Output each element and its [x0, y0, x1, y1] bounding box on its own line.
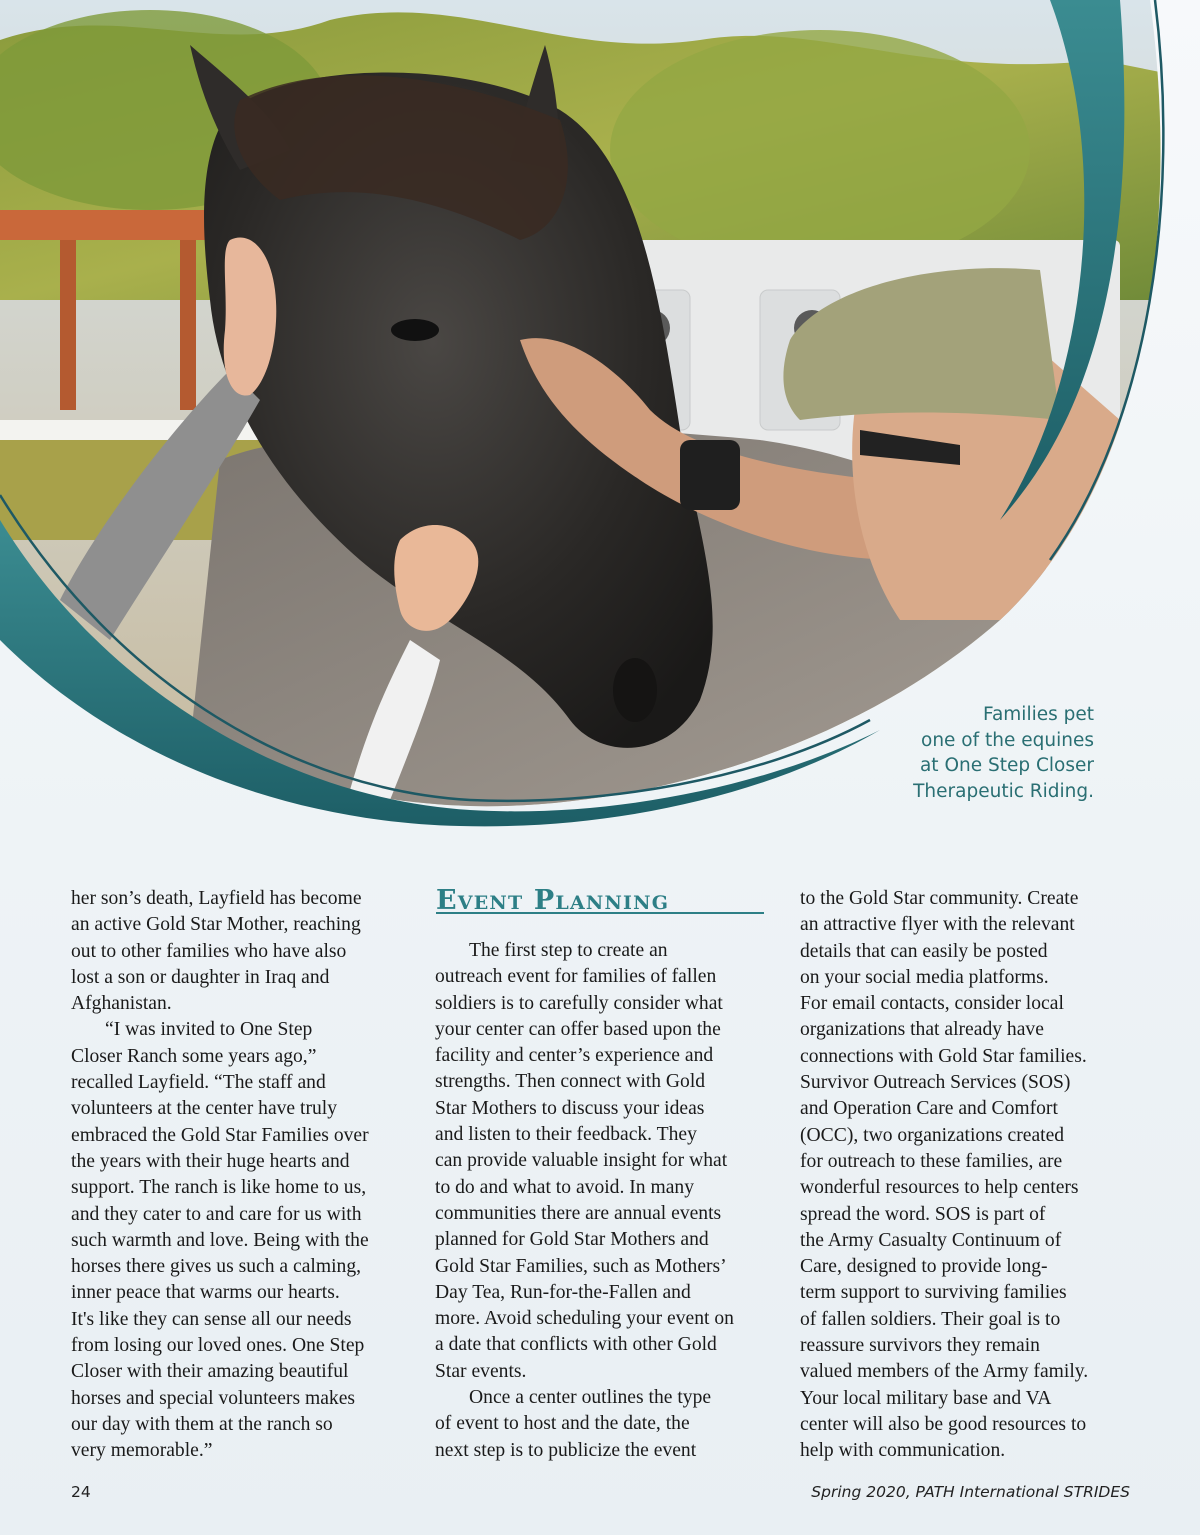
text-line: organizations that already have [800, 1019, 1044, 1041]
text-line: your center can offer based upon the [435, 1018, 721, 1040]
paragraph [800, 886, 1135, 1465]
page-number: 24 [71, 1483, 91, 1501]
text-line: lost a son or daughter in Iraq and [71, 966, 330, 988]
text-line: Care, designed to provide long- [800, 1256, 1048, 1278]
text-line: out to other families who have also [71, 940, 347, 962]
publication-footer: Spring 2020, PATH International STRIDES [811, 1483, 1130, 1501]
text-line: an active Gold Star Mother, reaching [71, 914, 361, 936]
caption-line: one of the equines [921, 729, 1094, 751]
text-line: support. The ranch is like home to us, [71, 1177, 367, 1199]
text-line: of fallen soldiers. Their goal is to [800, 1308, 1061, 1330]
text-line: horses there gives us such a calming, [71, 1256, 362, 1278]
text-line: volunteers at the center have truly [71, 1098, 338, 1120]
text-line: horses and special volunteers makes [71, 1387, 356, 1409]
text-line: Star Mothers to discuss your ideas [435, 1097, 705, 1119]
text-line: and they cater to and care for us with [71, 1203, 362, 1225]
article-column-2 [435, 938, 770, 1464]
text-line: The first step to create an [469, 940, 668, 961]
caption-line: Therapeutic Riding. [913, 780, 1094, 802]
paragraph [71, 1017, 406, 1464]
text-line: For email contacts, consider local [800, 993, 1064, 1015]
text-line: Star events. [435, 1360, 527, 1382]
text-line: to do and what to avoid. In many [435, 1176, 695, 1198]
section-heading: Event Planning [436, 885, 670, 916]
text-line: the Army Casualty Continuum of [800, 1229, 1062, 1251]
text-line: center will also be good resources to [800, 1413, 1087, 1435]
text-line: to the Gold Star community. Create [800, 888, 1079, 909]
text-line: Your local military base and VA [800, 1387, 1052, 1409]
text-line: Afghanistan. [71, 993, 172, 1015]
text-line: her son’s death, Layfield has become [71, 888, 362, 909]
text-line: strengths. Then connect with Gold [435, 1071, 706, 1093]
text-line: very memorable.” [71, 1440, 213, 1462]
text-line: more. Avoid scheduling your event on [435, 1308, 734, 1330]
text-line: the years with their huge hearts and [71, 1150, 350, 1172]
text-line: term support to surviving families [800, 1282, 1067, 1304]
text-line: planned for Gold Star Mothers and [435, 1229, 709, 1251]
text-line: our day with them at the ranch so [71, 1413, 333, 1435]
text-line: spread the word. SOS is part of [800, 1203, 1046, 1225]
text-line: inner peace that warms our hearts. [71, 1282, 340, 1304]
text-line: Closer Ranch some years ago,” [71, 1045, 317, 1067]
paragraph [435, 1385, 770, 1464]
text-line: for outreach to these families, are [800, 1150, 1063, 1172]
caption-line: at One Step Closer [919, 755, 1094, 776]
text-line: soldiers is to carefully consider what [435, 992, 723, 1014]
text-line: from losing our loved ones. One Step [71, 1335, 365, 1357]
text-line: recalled Layfield. “The staff and [71, 1072, 326, 1094]
text-line: of event to host and the date, the [435, 1413, 690, 1435]
article-column-3 [800, 886, 1135, 1465]
text-line: Closer with their amazing beautiful [71, 1361, 349, 1383]
text-line: on your social media platforms. [800, 966, 1049, 988]
text-line: and Operation Care and Comfort [800, 1098, 1058, 1120]
caption-line: Families pet [983, 704, 1094, 725]
text-line: Survivor Outreach Services (SOS) [800, 1072, 1071, 1094]
text-line: outreach event for families of fallen [435, 966, 717, 988]
paragraph [71, 886, 406, 1017]
text-line: embraced the Gold Star Families over [71, 1124, 369, 1146]
text-line: connections with Gold Star families. [800, 1045, 1087, 1067]
text-line: help with communication. [800, 1440, 1006, 1462]
paragraph [435, 938, 770, 1385]
text-line: wonderful resources to help centers [800, 1177, 1079, 1199]
text-line: valued members of the Army family. [800, 1361, 1089, 1383]
text-line: such warmth and love. Being with the [71, 1229, 369, 1251]
text-line: reassure survivors they remain [800, 1335, 1040, 1357]
text-line: “I was invited to One Step [105, 1019, 313, 1041]
text-line: Day Tea, Run-for-the-Fallen and [435, 1281, 691, 1303]
text-line: Once a center outlines the type [469, 1387, 712, 1409]
text-line: an attractive flyer with the relevant [800, 914, 1075, 936]
text-line: facility and center’s experience and [435, 1045, 714, 1067]
heading-underline [436, 912, 764, 914]
text-line: (OCC), two organizations created [800, 1124, 1065, 1146]
text-line: a date that conflicts with other Gold [435, 1334, 717, 1356]
text-line: and listen to their feedback. They [435, 1124, 697, 1146]
text-line: can provide valuable insight for what [435, 1150, 728, 1172]
text-line: Gold Star Families, such as Mothers’ [435, 1255, 727, 1277]
text-line: details that can easily be posted [800, 940, 1048, 962]
photo-caption [834, 702, 1094, 804]
text-line: It's like they can sense all our needs [71, 1308, 352, 1330]
text-line: next step is to publicize the event [435, 1439, 697, 1461]
text-line: communities there are annual events [435, 1202, 722, 1224]
article-column-1 [71, 886, 406, 1465]
